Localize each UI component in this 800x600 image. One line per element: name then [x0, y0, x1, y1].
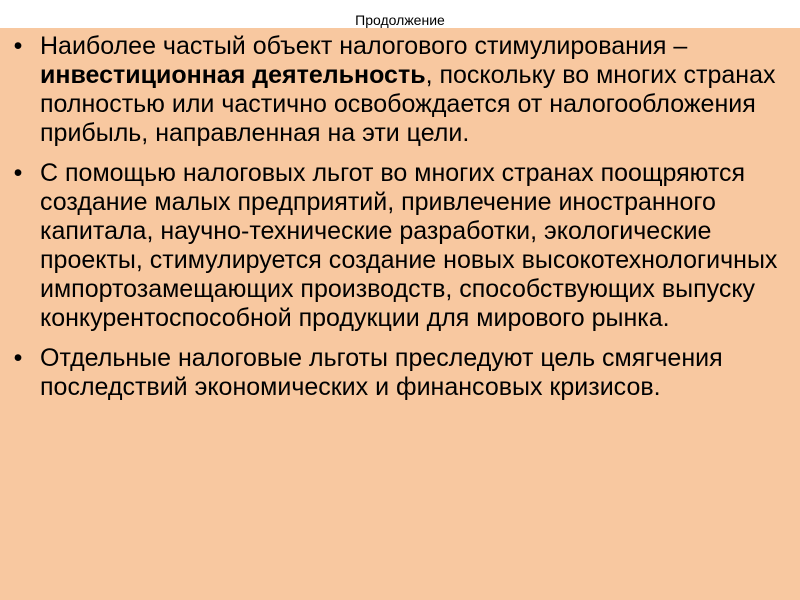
- bullet-marker-icon: •: [13, 32, 23, 60]
- content-panel: [0, 28, 800, 600]
- bullet-text: [40, 32, 776, 147]
- bullet-item-investment: [0, 32, 780, 148]
- slide-title: Продолжение: [355, 12, 445, 28]
- bullet-marker-icon: •: [13, 159, 23, 187]
- bullet-text: [40, 159, 777, 332]
- bullet-list: [0, 28, 800, 402]
- bullet-text-after: , поскольку во многих странах полностью или частично освобождается от налогообложения прибыль, направленная на эти цели.: [40, 61, 776, 147]
- bullet-marker-icon: •: [13, 344, 23, 372]
- bullet-text-before: Отдельные налоговые льготы преследуют цель смягчения последствий экономических и финансовых кризисов.: [40, 344, 723, 401]
- bullet-item-crisis: [0, 344, 780, 402]
- bullet-text-before: С помощью налоговых льгот во многих странах поощряются создание малых предприятий, привлечение иностранного капитала, научно-технические разработки, экологические проекты, стимулируется создание новых высокотехнологичных импортозамещающих производств, способствующих выпуску конкурентоспособной продукции для мирового рынка.: [40, 159, 778, 332]
- bullet-text: [40, 344, 723, 401]
- bullet-text-emphasis: инвестиционная деятельность: [40, 61, 426, 89]
- bullet-item-tax-incentives: [0, 159, 780, 333]
- bullet-text-before: Наиболее частый объект налогового стимулирования –: [40, 32, 688, 60]
